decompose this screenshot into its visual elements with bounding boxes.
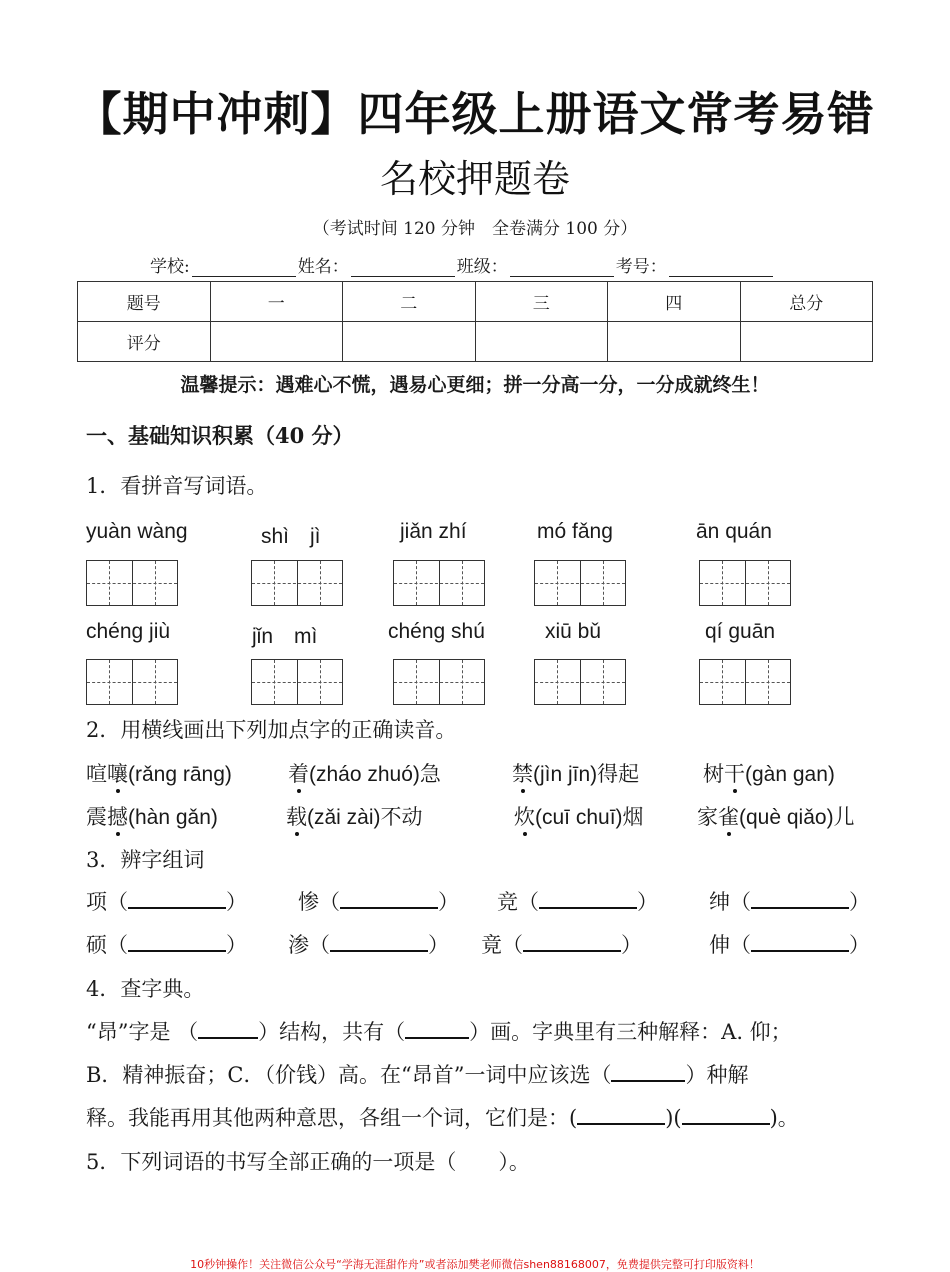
question-3-title: 3．辨字组词 bbox=[86, 848, 205, 872]
dotted-char: 撼 bbox=[107, 805, 128, 829]
writing-grid[interactable] bbox=[699, 560, 791, 606]
writing-grid[interactable] bbox=[86, 659, 178, 705]
writing-grid[interactable] bbox=[534, 659, 626, 705]
table-row bbox=[78, 322, 873, 362]
question-4-title: 4．查字典。 bbox=[86, 977, 205, 1001]
pinyin-label: yuàn wàng bbox=[86, 520, 188, 543]
table-cell: 一 bbox=[210, 282, 343, 322]
word-group-item: 渗（ ） bbox=[288, 933, 449, 957]
table-cell: 三 bbox=[475, 282, 608, 322]
dotted-char: 雀 bbox=[718, 805, 739, 829]
question-5-title: 5．下列词语的书写全部正确的一项是（ ）。 bbox=[86, 1150, 530, 1174]
field-name bbox=[298, 252, 457, 277]
q4-line-1: “昂”字是 （ ）结构，共有（ ）画。字典里有三种解释：A. 仰； bbox=[86, 1020, 792, 1044]
q4-line-2: B．精神振奋；C．（价钱）高。在“昂首”一词中应该选（ ）种解 bbox=[86, 1063, 749, 1087]
pinyin-label: chéng jiù bbox=[86, 620, 171, 643]
writing-grid[interactable] bbox=[393, 659, 485, 705]
answer-blank[interactable] bbox=[751, 907, 849, 909]
answer-blank[interactable] bbox=[682, 1123, 770, 1125]
dotted-char: 禁 bbox=[512, 762, 533, 786]
student-info-fields bbox=[150, 252, 775, 277]
footer-note: 10秒钟操作！关注微信公众号“学海无涯甜作舟”或者添加樊老师微信shen88168007，免费提供完整可打印版资料！ bbox=[190, 1258, 760, 1271]
field-label: 学校: bbox=[150, 257, 190, 277]
dotted-char: 干 bbox=[724, 762, 745, 786]
answer-blank[interactable] bbox=[539, 907, 637, 909]
field-blank bbox=[510, 258, 614, 277]
reading-item: 载(zǎi zài)不动 bbox=[286, 805, 423, 829]
field-label: 班级： bbox=[456, 257, 508, 277]
score-cell bbox=[608, 322, 741, 362]
reading-item: 震撼(hàn gǎn) bbox=[86, 805, 218, 829]
word-group-item: 项（ ） bbox=[86, 890, 247, 914]
pinyin-label: chéng shú bbox=[388, 620, 485, 643]
field-class bbox=[457, 252, 616, 277]
score-table bbox=[77, 281, 873, 362]
score-cell bbox=[343, 322, 476, 362]
word-group-item: 竟（ ） bbox=[481, 933, 642, 957]
dotted-char: 炊 bbox=[514, 805, 535, 829]
writing-grid[interactable] bbox=[699, 659, 791, 705]
writing-grid[interactable] bbox=[393, 560, 485, 606]
answer-blank[interactable] bbox=[611, 1080, 685, 1082]
exam-info: （考试时间 120 分钟 全卷满分 100 分） bbox=[312, 219, 638, 239]
answer-blank[interactable] bbox=[405, 1037, 469, 1039]
answer-blank[interactable] bbox=[330, 950, 428, 952]
score-cell bbox=[210, 322, 343, 362]
writing-grid[interactable] bbox=[534, 560, 626, 606]
dotted-char: 着 bbox=[288, 762, 309, 786]
score-cell bbox=[740, 322, 873, 362]
pinyin-label: jiǎn zhí bbox=[400, 520, 467, 543]
answer-blank[interactable] bbox=[198, 1037, 258, 1039]
word-group-item: 惨（ ） bbox=[298, 890, 459, 914]
word-group-item: 伸（ ） bbox=[709, 933, 870, 957]
warm-tip: 温馨提示：遇难心不慌，遇易心更细；拼一分高一分，一分成就终生！ bbox=[180, 374, 770, 396]
writing-grid[interactable] bbox=[86, 560, 178, 606]
field-blank bbox=[192, 258, 296, 277]
reading-item: 树干(gàn gan) bbox=[703, 762, 835, 786]
answer-blank[interactable] bbox=[128, 907, 226, 909]
word-group-item: 硕（ ） bbox=[86, 933, 247, 957]
pinyin-label: shì jì bbox=[261, 525, 321, 548]
field-exam-number bbox=[616, 252, 775, 277]
reading-item: 禁(jìn jīn)得起 bbox=[512, 762, 640, 786]
field-label: 考号： bbox=[615, 257, 667, 277]
table-cell: 总分 bbox=[740, 282, 873, 322]
word-group-item: 竞（ ） bbox=[497, 890, 658, 914]
pinyin-label: xiū bǔ bbox=[545, 620, 602, 643]
dotted-char: 嚷 bbox=[107, 762, 128, 786]
answer-blank[interactable] bbox=[340, 907, 438, 909]
table-row bbox=[78, 282, 873, 322]
section-title: 一、基础知识积累（40 分） bbox=[86, 423, 354, 448]
field-school bbox=[150, 252, 298, 277]
field-blank bbox=[669, 258, 773, 277]
answer-blank[interactable] bbox=[751, 950, 849, 952]
page-title: 【期中冲刺】四年级上册语文常考易错 bbox=[75, 87, 875, 141]
question-1-title: 1．看拼音写词语。 bbox=[86, 474, 268, 498]
reading-item: 喧嚷(rǎng rāng) bbox=[86, 762, 232, 786]
pinyin-label: mó fǎng bbox=[537, 520, 613, 543]
writing-grid[interactable] bbox=[251, 659, 343, 705]
answer-blank[interactable] bbox=[128, 950, 226, 952]
table-cell: 二 bbox=[343, 282, 476, 322]
field-blank bbox=[351, 258, 455, 277]
pinyin-label: qí guān bbox=[705, 620, 776, 643]
field-label: 姓名： bbox=[297, 257, 349, 277]
answer-blank[interactable] bbox=[523, 950, 621, 952]
word-group-item: 绅（ ） bbox=[709, 890, 870, 914]
writing-grid[interactable] bbox=[251, 560, 343, 606]
q4-line-3: 释。我能再用其他两种意思，各组一个词，它们是：( )( )。 bbox=[86, 1106, 799, 1130]
table-cell: 四 bbox=[608, 282, 741, 322]
page-subtitle: 名校押题卷 bbox=[379, 157, 570, 201]
table-cell: 评分 bbox=[78, 322, 211, 362]
score-cell bbox=[475, 322, 608, 362]
question-2-title: 2．用横线画出下列加点字的正确读音。 bbox=[86, 718, 457, 742]
table-cell: 题号 bbox=[78, 282, 211, 322]
pinyin-label: ān quán bbox=[696, 520, 772, 543]
reading-item: 家雀(què qiǎo)儿 bbox=[697, 805, 855, 829]
reading-item: 着(zháo zhuó)急 bbox=[288, 762, 441, 786]
answer-blank[interactable] bbox=[577, 1123, 665, 1125]
dotted-char: 载 bbox=[286, 805, 307, 829]
pinyin-label: jǐn mì bbox=[252, 625, 318, 648]
reading-item: 炊(cuī chuī)烟 bbox=[514, 805, 644, 829]
